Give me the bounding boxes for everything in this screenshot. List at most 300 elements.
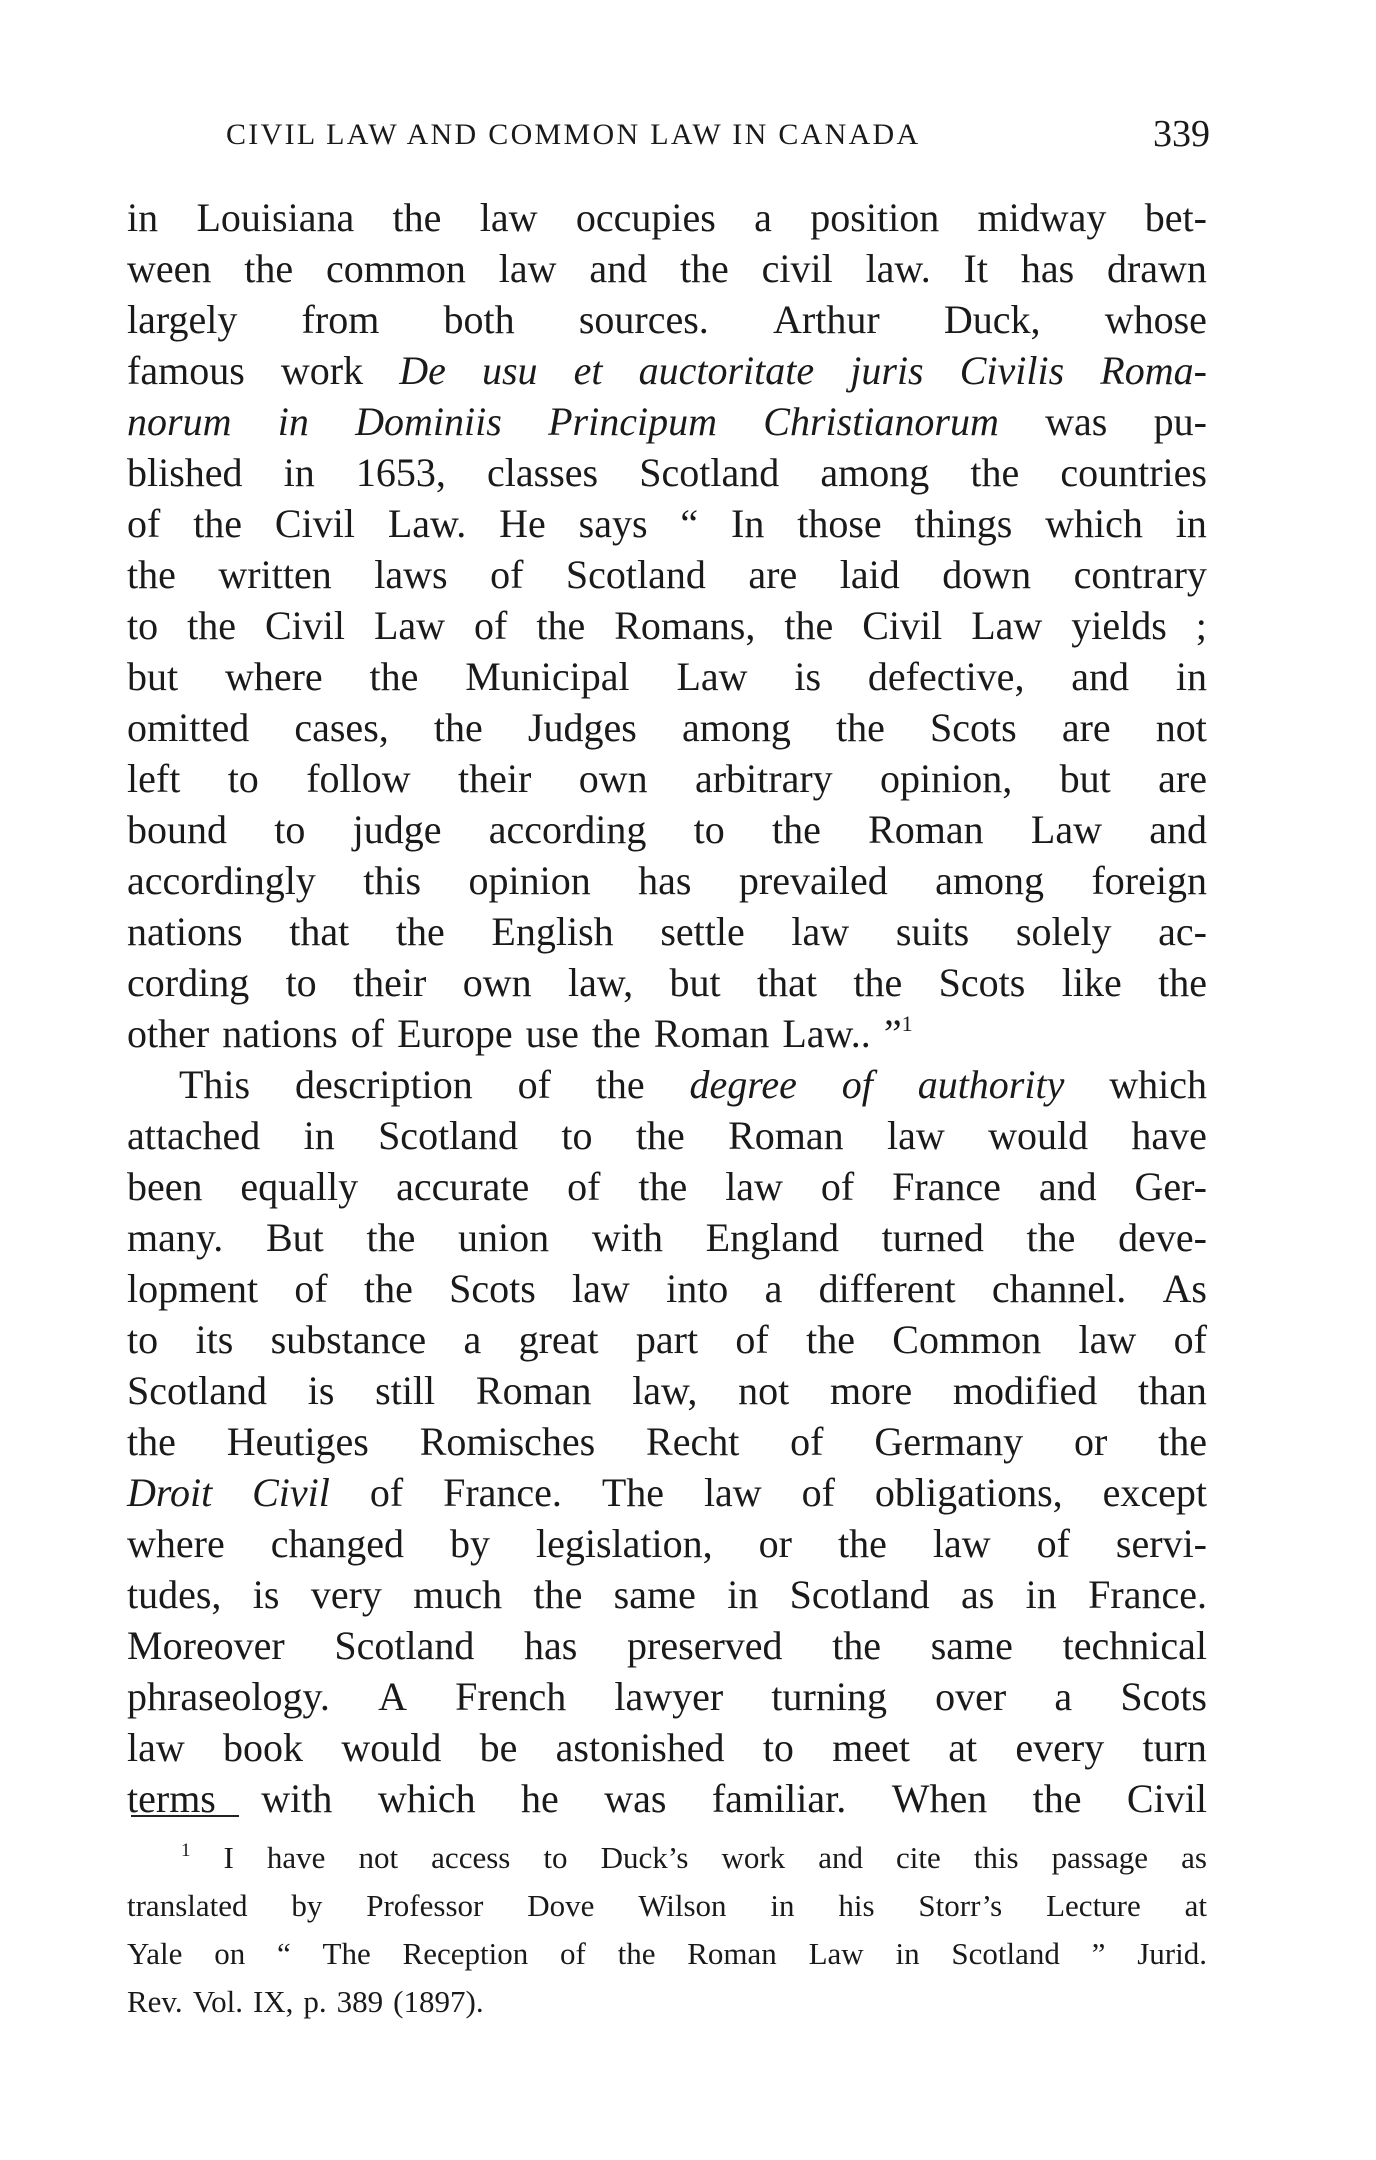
word — [127, 957, 249, 1008]
word — [289, 906, 349, 957]
text-run: Professor — [366, 1888, 484, 1923]
word — [738, 1365, 789, 1416]
word — [196, 192, 354, 243]
word — [660, 906, 744, 957]
word — [1137, 1930, 1207, 1978]
text-run: ; — [1195, 603, 1207, 648]
text-run: Scotland — [639, 450, 780, 495]
word — [526, 1008, 579, 1059]
word — [218, 549, 331, 600]
word — [351, 1008, 384, 1059]
word — [375, 1365, 435, 1416]
word — [370, 1467, 403, 1518]
word — [868, 804, 984, 855]
text-run: midway — [977, 195, 1107, 240]
word — [802, 1467, 835, 1518]
text-run: same — [930, 1623, 1013, 1668]
text-run: of — [735, 1317, 769, 1362]
text-run: as — [1181, 1840, 1207, 1875]
word — [790, 1569, 930, 1620]
text-run: Wilson — [638, 1888, 727, 1923]
word — [366, 1212, 415, 1263]
text-run: changed — [270, 1521, 404, 1566]
word — [596, 1059, 645, 1110]
body-text — [127, 192, 1207, 1824]
word — [948, 1722, 977, 1773]
word — [1016, 906, 1112, 957]
word — [784, 600, 833, 651]
text-run: of — [567, 1164, 601, 1209]
text-line — [127, 447, 1207, 498]
text-run: of — [474, 603, 508, 648]
text-line — [127, 1773, 1207, 1824]
text-run: the — [127, 1419, 176, 1464]
text-run: but — [127, 654, 179, 699]
word — [294, 1263, 327, 1314]
word — [918, 1882, 1002, 1930]
text-run: or — [758, 1521, 792, 1566]
word — [821, 1161, 854, 1212]
word — [790, 1416, 823, 1467]
text-run: sources. — [578, 297, 709, 342]
word — [284, 447, 315, 498]
word — [1015, 1722, 1104, 1773]
word — [127, 396, 231, 447]
word — [306, 753, 410, 804]
word — [964, 243, 988, 294]
word — [127, 1930, 182, 1978]
text-run: of — [517, 1062, 551, 1107]
text-run: ween — [127, 246, 212, 291]
text-run: the — [187, 603, 236, 648]
word — [566, 549, 706, 600]
word — [378, 1110, 518, 1161]
word — [281, 345, 363, 396]
text-run: work — [280, 348, 364, 393]
word — [127, 1161, 203, 1212]
text-line — [127, 1518, 1207, 1569]
italic-text: auctoritate — [638, 348, 815, 393]
text-run: and — [1149, 807, 1207, 852]
word — [187, 600, 236, 651]
running-title: CIVIL LAW AND COMMON LAW IN CANADA — [226, 118, 921, 151]
word — [458, 1212, 549, 1263]
text-run: would — [341, 1725, 442, 1770]
word — [887, 1110, 945, 1161]
word — [195, 1314, 233, 1365]
text-run: largely — [127, 297, 238, 342]
word — [935, 1671, 1006, 1722]
word — [944, 294, 1041, 345]
text-run: As — [1162, 1266, 1207, 1311]
text-run: Jurid. — [1137, 1936, 1207, 1971]
text-line — [127, 1722, 1207, 1773]
text-run: are — [1158, 756, 1207, 801]
word — [480, 1722, 518, 1773]
word — [930, 702, 1017, 753]
text-line — [127, 957, 1207, 1008]
word — [127, 1620, 285, 1671]
text-run: the — [591, 1011, 641, 1056]
text-run: where — [127, 1521, 225, 1566]
text-run: are — [748, 552, 798, 597]
word — [704, 1467, 762, 1518]
word — [1031, 804, 1102, 855]
word — [960, 345, 1064, 396]
word — [127, 1569, 221, 1620]
text-run: “ — [276, 1936, 291, 1971]
text-run: Roman — [653, 1011, 770, 1056]
word — [727, 1569, 758, 1620]
word — [271, 1314, 427, 1365]
word — [1060, 447, 1207, 498]
text-run: I — [223, 1840, 234, 1875]
text-run: Duck’s — [600, 1840, 689, 1875]
word — [490, 549, 523, 600]
word — [892, 1314, 1041, 1365]
text-run: own — [578, 756, 648, 801]
word — [896, 1834, 941, 1882]
word — [476, 1365, 592, 1416]
text-line — [127, 1263, 1207, 1314]
word — [127, 600, 158, 651]
text-run: written — [218, 552, 332, 597]
text-run: the — [772, 807, 821, 852]
text-run: the — [1032, 1776, 1082, 1821]
word — [759, 1518, 792, 1569]
word — [334, 1620, 474, 1671]
word — [632, 1365, 697, 1416]
word — [431, 1834, 510, 1882]
text-run: When — [891, 1776, 988, 1821]
word — [974, 1834, 1019, 1882]
word — [366, 1882, 483, 1930]
text-run: the — [617, 1936, 656, 1971]
text-run: Louisiana — [196, 195, 355, 240]
text-run: Scotland — [127, 1368, 267, 1413]
text-run: great — [518, 1317, 599, 1362]
text-run: bet- — [1144, 195, 1207, 240]
text-run: ” — [883, 1011, 902, 1056]
text-run: the — [832, 1623, 882, 1668]
word — [568, 957, 633, 1008]
word — [1062, 702, 1111, 753]
word — [868, 651, 1025, 702]
text-run: their — [353, 960, 427, 1005]
text-run: Scotland — [951, 1936, 1060, 1971]
word — [275, 498, 355, 549]
text-run: the — [395, 909, 445, 954]
word — [680, 243, 729, 294]
word — [763, 1722, 794, 1773]
text-run: to — [561, 1113, 593, 1158]
text-run: lopment — [127, 1266, 259, 1311]
word — [181, 1834, 191, 1882]
word — [1158, 906, 1207, 957]
word — [772, 804, 821, 855]
text-run: Scots — [938, 960, 1026, 1005]
text-run: pu- — [1153, 399, 1207, 444]
text-run: Civil — [264, 603, 345, 648]
text-run: technical — [1062, 1623, 1207, 1668]
word — [127, 1110, 260, 1161]
word — [378, 1671, 407, 1722]
text-run: left — [127, 756, 181, 801]
text-run: of — [127, 501, 161, 546]
text-run: nations — [127, 909, 243, 954]
word — [882, 1212, 984, 1263]
text-run: foreign — [1091, 858, 1207, 903]
text-run: Dove — [527, 1888, 595, 1923]
text-run: not — [358, 1840, 399, 1875]
text-run: Common — [892, 1317, 1042, 1362]
text-run: and — [589, 246, 648, 291]
word — [240, 1161, 358, 1212]
word — [443, 1467, 562, 1518]
word — [304, 1110, 335, 1161]
text-run: those — [797, 501, 882, 546]
word — [961, 1569, 994, 1620]
text-run: has — [1020, 246, 1075, 291]
word — [127, 855, 316, 906]
word — [323, 1930, 371, 1978]
text-run: over — [935, 1674, 1007, 1719]
text-run: has — [638, 858, 692, 903]
word — [364, 1263, 413, 1314]
text-run: the — [595, 1062, 645, 1107]
text-run: of — [559, 1936, 586, 1971]
italic-text: degree — [689, 1062, 797, 1107]
text-run: settle — [660, 909, 745, 954]
text-line — [127, 294, 1207, 345]
word — [918, 1059, 1065, 1110]
text-run: phraseology. — [127, 1674, 330, 1719]
text-run: follow — [306, 756, 411, 801]
word — [224, 1834, 234, 1882]
word — [1088, 1569, 1207, 1620]
word — [396, 1161, 529, 1212]
italic-text: Principum — [548, 399, 717, 444]
text-line — [127, 600, 1207, 651]
word — [303, 1978, 326, 2026]
word — [127, 1365, 267, 1416]
italic-text: Dominiis — [355, 399, 502, 444]
text-run: laws — [374, 552, 448, 597]
text-run: channel. — [991, 1266, 1127, 1311]
italic-text: authority — [917, 1062, 1065, 1107]
text-run: its — [195, 1317, 234, 1362]
word — [337, 1978, 384, 2026]
text-run: law — [886, 1113, 945, 1158]
text-run: tudes, — [127, 1572, 222, 1617]
text-run: Scotland — [334, 1623, 475, 1668]
word — [951, 1930, 1060, 1978]
text-run: But — [265, 1215, 324, 1260]
text-run: as — [961, 1572, 995, 1617]
text-run: The — [322, 1936, 371, 1971]
word — [353, 957, 426, 1008]
text-run: French — [455, 1674, 567, 1719]
text-run: of — [1036, 1521, 1070, 1566]
text-run: that — [289, 909, 350, 954]
word — [127, 804, 227, 855]
word — [193, 1978, 243, 2026]
text-run: A — [378, 1674, 407, 1719]
text-line — [127, 243, 1207, 294]
page-number: 339 — [1153, 113, 1210, 155]
word — [680, 498, 698, 549]
text-run: ac- — [1158, 909, 1207, 954]
text-run: of — [801, 1470, 835, 1515]
text-run: Roman — [475, 1368, 592, 1413]
text-run: with — [261, 1776, 333, 1821]
text-run: law — [932, 1521, 991, 1566]
text-run: arbitrary — [694, 756, 833, 801]
word — [1026, 1569, 1057, 1620]
text-line — [127, 855, 1207, 906]
word — [1054, 1671, 1072, 1722]
text-run: Scots — [1120, 1674, 1207, 1719]
word — [286, 957, 317, 1008]
word — [654, 1008, 770, 1059]
word — [374, 600, 445, 651]
word — [806, 1314, 855, 1365]
word — [809, 1930, 864, 1978]
text-line — [127, 906, 1207, 957]
word — [1127, 1773, 1207, 1824]
word — [536, 1518, 713, 1569]
italic-text: Droit — [127, 1470, 213, 1515]
text-run: book — [223, 1725, 304, 1770]
word — [127, 1263, 258, 1314]
text-run: according — [488, 807, 647, 852]
text-run: Law — [971, 603, 1043, 648]
word — [636, 1314, 698, 1365]
text-run: (1897). — [393, 1984, 484, 2019]
word — [1105, 294, 1207, 345]
word — [694, 804, 725, 855]
text-run: Scots — [449, 1266, 536, 1311]
text-run: like — [1061, 960, 1122, 1005]
text-run: modified — [952, 1368, 1098, 1413]
word — [403, 1930, 529, 1978]
text-run: bound — [127, 807, 227, 852]
word — [527, 1882, 594, 1930]
text-run: Judges — [527, 705, 637, 750]
word — [840, 549, 900, 600]
text-run: to — [127, 603, 159, 648]
word — [735, 1314, 768, 1365]
text-run: occupies — [575, 195, 716, 240]
text-run: Romans, — [614, 603, 756, 648]
word — [832, 1620, 881, 1671]
word — [393, 192, 442, 243]
text-run: in — [1175, 501, 1207, 546]
italic-text: Civilis — [959, 348, 1065, 393]
word — [1196, 600, 1207, 651]
word — [363, 855, 421, 906]
text-run: the — [536, 603, 586, 648]
word — [1145, 192, 1207, 243]
word — [374, 549, 447, 600]
word — [576, 192, 716, 243]
word — [1045, 396, 1107, 447]
text-run: law — [725, 1164, 783, 1209]
word — [592, 1212, 663, 1263]
word — [725, 1161, 783, 1212]
text-run: to — [693, 807, 725, 852]
text-run: and — [1038, 1164, 1097, 1209]
word — [670, 957, 721, 1008]
word — [524, 1620, 577, 1671]
word — [988, 1110, 1088, 1161]
text-run: defective, — [867, 654, 1025, 699]
word — [1091, 855, 1207, 906]
word — [838, 1882, 874, 1930]
text-run: nations — [222, 1011, 338, 1056]
word — [179, 1059, 250, 1110]
text-run: Ger- — [1134, 1164, 1207, 1209]
text-run: law — [498, 246, 557, 291]
text-run: law — [1078, 1317, 1137, 1362]
italic-text: Christianorum — [763, 399, 999, 444]
word — [567, 1161, 600, 1212]
word — [463, 957, 532, 1008]
text-run: very — [310, 1572, 382, 1617]
word — [267, 1834, 326, 1882]
word — [687, 1930, 777, 1978]
word — [127, 753, 180, 804]
text-run: suits — [895, 909, 970, 954]
word — [592, 1008, 641, 1059]
italic-text: usu — [481, 348, 538, 393]
word — [499, 498, 546, 549]
word — [455, 1671, 566, 1722]
text-run: attached — [127, 1113, 261, 1158]
text-run: Roman — [687, 1936, 777, 1971]
text-run: passage — [1051, 1840, 1149, 1875]
word — [638, 1882, 726, 1930]
text-run: have — [1131, 1113, 1207, 1158]
word — [127, 549, 176, 600]
text-run: The — [601, 1470, 665, 1515]
word — [1062, 957, 1122, 1008]
word — [222, 1008, 338, 1059]
text-line — [127, 1569, 1207, 1620]
footnote-line — [127, 1930, 1207, 1978]
word — [874, 1416, 1023, 1467]
text-run: but — [1059, 756, 1111, 801]
text-run: p. — [303, 1984, 327, 2019]
word — [794, 651, 821, 702]
word — [1079, 1314, 1137, 1365]
word — [602, 1467, 664, 1518]
word — [127, 702, 249, 753]
footnotes — [127, 1834, 1207, 2026]
word — [413, 1569, 502, 1620]
footnote-line — [127, 1978, 1207, 2026]
text-run: drawn — [1106, 246, 1207, 291]
word — [127, 243, 211, 294]
text-run: his — [838, 1888, 875, 1923]
text-run: description — [294, 1062, 473, 1107]
text-run: much — [413, 1572, 503, 1617]
text-run: from — [301, 297, 380, 342]
text-run: the — [127, 552, 176, 597]
text-run: to — [543, 1840, 568, 1875]
word — [763, 396, 999, 447]
text-run: legislation, — [535, 1521, 713, 1566]
